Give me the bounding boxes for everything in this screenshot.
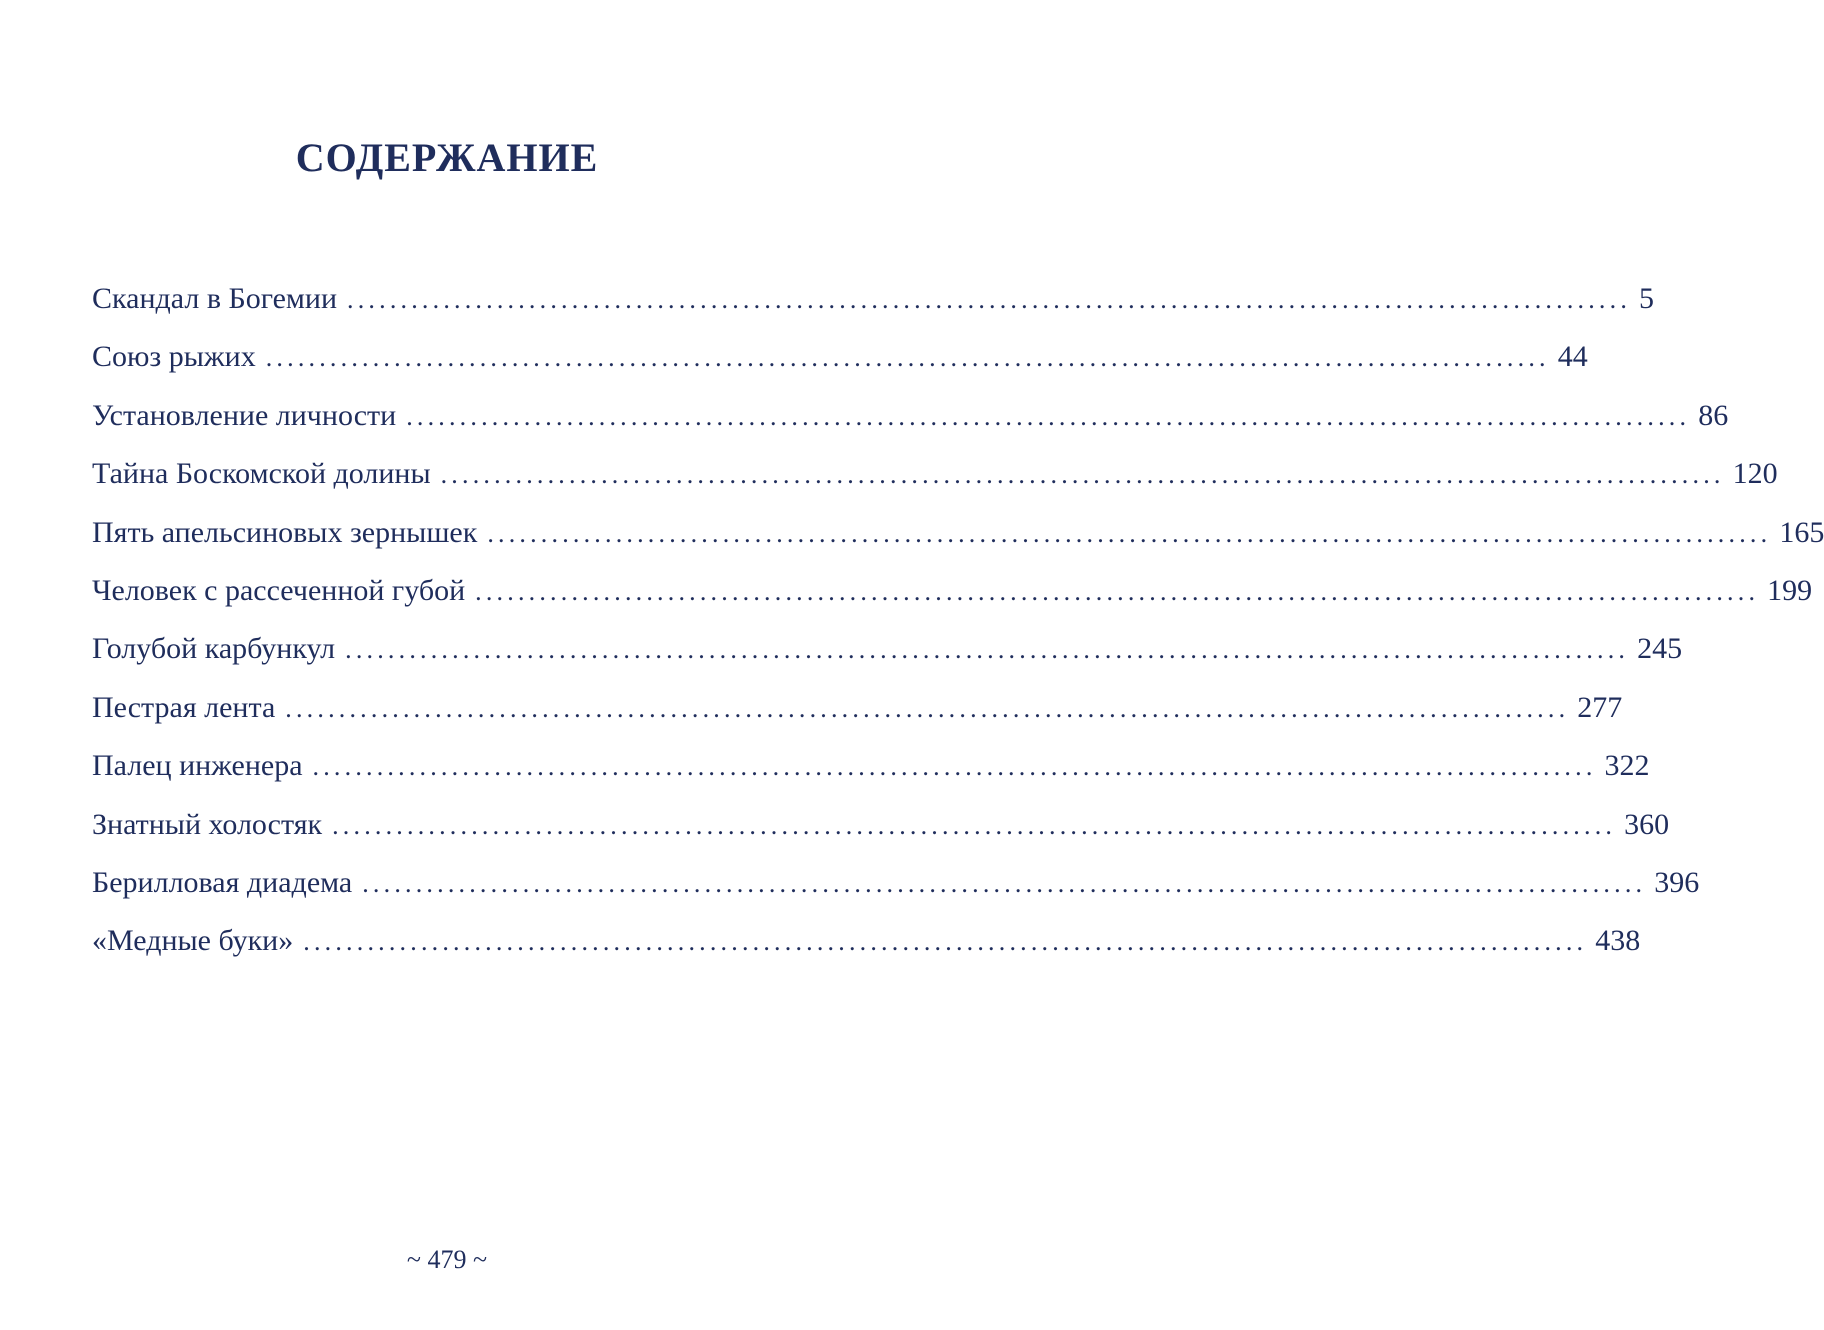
entry-page-number: 120 bbox=[1732, 457, 1778, 491]
toc-entry[interactable] bbox=[92, 504, 1824, 562]
entry-title: Знатный холостяк bbox=[92, 807, 323, 841]
toc-entry[interactable] bbox=[92, 270, 1655, 328]
dot-leader: ........................................................................................................................ bbox=[312, 752, 1597, 782]
dot-leader: ........................................................................................................................ bbox=[362, 868, 1647, 898]
toc-entry[interactable] bbox=[92, 912, 1641, 970]
toc-entry[interactable] bbox=[92, 387, 1729, 445]
entry-page-number: 360 bbox=[1624, 807, 1670, 841]
entry-title: Человек с рассеченной губой bbox=[92, 573, 466, 607]
entry-page-number: 245 bbox=[1637, 632, 1683, 666]
toc-entry[interactable] bbox=[92, 796, 1670, 854]
toc-entry[interactable] bbox=[92, 445, 1778, 503]
toc-entry[interactable] bbox=[92, 854, 1700, 912]
entry-page-number: 5 bbox=[1639, 282, 1655, 315]
entry-title: Берилловая диадема bbox=[92, 865, 353, 899]
entry-title: Палец инженера bbox=[92, 749, 303, 783]
entry-title: Установление личности bbox=[92, 398, 397, 432]
dot-leader: ........................................................................................................................ bbox=[347, 285, 1632, 314]
toc-entry[interactable] bbox=[92, 328, 1588, 386]
dot-leader: ........................................................................................................................ bbox=[345, 635, 1630, 665]
entry-title: «Медные буки» bbox=[92, 924, 294, 958]
entry-page-number: 322 bbox=[1604, 749, 1650, 783]
dot-leader: ........................................................................................................................ bbox=[406, 401, 1691, 431]
entry-page-number: 44 bbox=[1557, 340, 1588, 374]
dot-leader: ........................................................................................................................ bbox=[285, 693, 1570, 723]
entry-title: Тайна Боскомской долины bbox=[92, 457, 431, 491]
table-of-contents bbox=[92, 270, 1824, 971]
toc-entry[interactable] bbox=[92, 679, 1623, 737]
dot-leader: ........................................................................................................................ bbox=[265, 343, 1550, 373]
entry-page-number: 165 bbox=[1779, 515, 1824, 549]
entry-title: Пять апельсиновых зернышек bbox=[92, 515, 478, 549]
toc-entry[interactable] bbox=[92, 737, 1650, 795]
dot-leader: ........................................................................................................................ bbox=[332, 810, 1617, 840]
page-number-footer: ~ 479 ~ bbox=[406, 1245, 488, 1274]
page-title: СОДЕРЖАНИЕ bbox=[295, 135, 599, 180]
entry-title: Скандал в Богемии bbox=[92, 282, 338, 315]
entry-title: Союз рыжих bbox=[92, 340, 256, 374]
dot-leader: ........................................................................................................................ bbox=[475, 576, 1760, 606]
entry-title: Голубой карбункул bbox=[92, 632, 336, 666]
dot-leader: ........................................................................................................................ bbox=[487, 518, 1772, 548]
entry-title: Пестрая лента bbox=[92, 690, 276, 724]
entry-page-number: 396 bbox=[1654, 865, 1700, 899]
entry-page-number: 277 bbox=[1577, 690, 1623, 724]
entry-page-number: 199 bbox=[1767, 573, 1813, 607]
dot-leader: ........................................................................................................................ bbox=[440, 460, 1725, 490]
dot-leader: ........................................................................................................................ bbox=[303, 927, 1588, 957]
entry-page-number: 86 bbox=[1698, 398, 1729, 432]
entry-page-number: 438 bbox=[1595, 924, 1641, 958]
toc-entry[interactable] bbox=[92, 562, 1813, 620]
toc-entry[interactable] bbox=[92, 620, 1683, 678]
